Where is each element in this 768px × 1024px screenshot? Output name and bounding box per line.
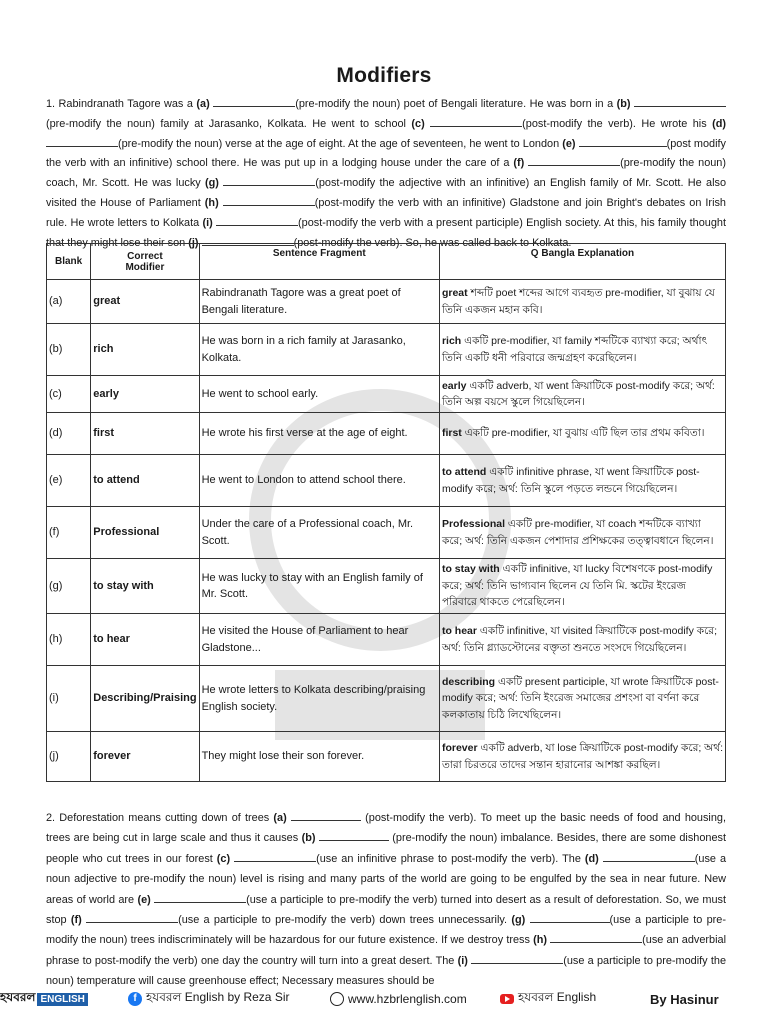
row-blank: (b) bbox=[47, 324, 91, 376]
row-blank: (g) bbox=[47, 559, 91, 614]
row-explanation: Professional একটি pre-modifier, যা coach শব্দটিকে ব্যাখ্যা করে; অর্থ: তিনি একজন পেশাদার প্রশিক্ষকের তত্ত্বাবধানে ছিলেন। bbox=[439, 507, 725, 559]
row-blank: (f) bbox=[47, 507, 91, 559]
row-modifier: Describing/Praising bbox=[91, 666, 199, 732]
table-header-row bbox=[47, 244, 726, 280]
row-modifier: to stay with bbox=[91, 559, 199, 614]
row-blank: (d) bbox=[47, 413, 91, 455]
row-fragment: He went to school early. bbox=[199, 376, 439, 413]
row-blank: (c) bbox=[47, 376, 91, 413]
table-row bbox=[47, 559, 726, 614]
row-fragment: He wrote his first verse at the age of eight. bbox=[199, 413, 439, 455]
row-explanation: early একটি adverb, যা went ক্রিয়াটিকে post-modify করে; অর্থ: তিনি অল্প বয়সে স্কুলে গিয়েছিলেন। bbox=[439, 376, 725, 413]
row-fragment: He was lucky to stay with an English family of Mr. Scott. bbox=[199, 559, 439, 614]
row-fragment: He was born in a rich family at Jarasanko, Kolkata. bbox=[199, 324, 439, 376]
youtube-link[interactable]: হযবরল English bbox=[500, 989, 596, 1009]
row-modifier: great bbox=[91, 280, 199, 324]
table-row bbox=[47, 280, 726, 324]
row-modifier: forever bbox=[91, 732, 199, 782]
row-fragment: Rabindranath Tagore was a great poet of Bengali literature. bbox=[199, 280, 439, 324]
row-modifier: Professional bbox=[91, 507, 199, 559]
table-row bbox=[47, 413, 726, 455]
question-2-paragraph: 2. Deforestation means cutting down of trees (a) (post-modify the verb). To meet up the basic needs of food and housing, trees are being cut in large scale and thus it causes (b) (pre-modify the noun) imbalance. Besides, there are some dishonest people who cut trees in our forest (c) (use an infinitive phrase to post-modify the verb). The (d) (use a noun adjective to pre-modify the noun) level is rising and many parts of the world are going to be engulfed by the sea in near future. New areas of world are (e) (use a participle to pre-modify the verb) turned into desert as a result of deforestation. So, we must stop (f) (use a participle to pre-modify the verb) down trees unnecessarily. (g) (use a participle to pre-modify the noun) trees indiscriminately will be hazardous for our future existence. If we destroy tress (h) (use an adverbial phrase to post-modify the verb) one day the country will turn into a great desert. The (i) (use a participle to pre-modify the noun) temperature will cause greenhouse effect; Necessary measures should be bbox=[46, 812, 727, 988]
row-explanation: describing একটি present participle, যা wrote ক্রিয়াটিকে post-modify করে; অর্থ: তিনি ইংরেজ সমাজের প্রশংসা বা বর্ণনা করে কলকাতায় চিঠি লিখেছিলেন। bbox=[439, 666, 725, 732]
brand-logo: হযবরল ENGLISH bbox=[0, 989, 88, 1009]
row-explanation: to stay with একটি infinitive, যা lucky বিশেষণকে post-modify করে; অর্থ: তিনি ভাগ্যবান ছিলেন যে তিনি মি. স্কটের ইংরেজ পরিবারে থাকতে পেরেছিলেন। bbox=[439, 559, 725, 614]
table-row bbox=[47, 732, 726, 782]
row-explanation: rich একটি pre-modifier, যা family শব্দটিকে ব্যাখ্যা করে; অর্থাৎ তিনি একটি ধনী পরিবারে জন্মগ্রহণ করেছিলেন। bbox=[439, 324, 725, 376]
row-explanation: to hear একটি infinitive, যা visited ক্রিয়াটিকে post-modify করে; অর্থ: তিনি গ্ল্যাডস্টোনের বক্তৃতা শুনতে সংসদে গিয়েছিলেন। bbox=[439, 614, 725, 666]
row-modifier: early bbox=[91, 376, 199, 413]
header-modifier: Correct Modifier bbox=[91, 244, 199, 280]
row-explanation: to attend একটি infinitive phrase, যা went ক্রিয়াটিকে post-modify করে; অর্থ: তিনি স্কুলে পড়তে লন্ডনে গিয়েছিলেন। bbox=[439, 455, 725, 507]
website-link[interactable]: www.hzbrlenglish.com bbox=[330, 992, 467, 1006]
header-explanation: Q Bangla Explanation bbox=[439, 244, 725, 280]
row-fragment: They might lose their son forever. bbox=[199, 732, 439, 782]
row-blank: (e) bbox=[47, 455, 91, 507]
row-fragment: He visited the House of Parliament to hear Gladstone... bbox=[199, 614, 439, 666]
page-title: Modifiers bbox=[336, 64, 432, 87]
facebook-link[interactable]: f হযবরল English by Reza Sir bbox=[128, 989, 290, 1009]
row-modifier: to attend bbox=[91, 455, 199, 507]
header-blank: Blank bbox=[47, 244, 91, 280]
row-blank: (i) bbox=[47, 666, 91, 732]
row-fragment: He wrote letters to Kolkata describing/praising English society. bbox=[199, 666, 439, 732]
row-explanation: first একটি pre-modifier, যা বুঝায় এটি ছিল তার প্রথম কবিতা। bbox=[439, 413, 725, 455]
row-blank: (j) bbox=[47, 732, 91, 782]
globe-icon bbox=[330, 992, 344, 1006]
author-credit: By Hasinur bbox=[650, 991, 719, 1007]
youtube-icon bbox=[500, 994, 514, 1004]
row-modifier: rich bbox=[91, 324, 199, 376]
row-explanation: forever একটি adverb, যা lose ক্রিয়াটিকে post-modify করে; অর্থ: তারা চিরতরে তাদের সন্তান হারানোর আশঙ্কা করছিল। bbox=[439, 732, 725, 782]
table-row bbox=[47, 324, 726, 376]
table-row bbox=[47, 455, 726, 507]
table-row bbox=[47, 666, 726, 732]
row-blank: (a) bbox=[47, 280, 91, 324]
row-modifier: to hear bbox=[91, 614, 199, 666]
header-fragment: Sentence Fragment bbox=[199, 244, 439, 280]
row-modifier: first bbox=[91, 413, 199, 455]
facebook-icon: f bbox=[128, 992, 142, 1006]
question-1-paragraph: 1. Rabindranath Tagore was a (a) (pre-modify the noun) poet of Bengali literature. He was born in a (b) (pre-modify the noun) family at Jarasanko, Kolkata. He went to school (c) (post-modify the verb). He wrote his (d) (pre-modify the noun) verse at the age of eight. At the age of seventeen, he went to London (e) (post modify the verb with an infinitive) school there. He was put up in a lodging house under the care of a (f) (pre-modify the noun) coach, Mr. Scott. He was lucky (g) (post-modify the adjective with an infinitive) an English family of Mr. Scott. He also visited the House of Parliament (h) (post-modify the verb with an infinitive) Gladstone and join Bright's debates on Irish rule. He wrote letters to Kolkata (i) (post-modify the verb with a present participle) English society. At this, his family thought that they might lose their son (j) (post-modify the verb). So, he was called back to Kolkata. bbox=[46, 98, 727, 249]
modifier-answer-table bbox=[46, 243, 726, 782]
row-fragment: Under the care of a Professional coach, Mr. Scott. bbox=[199, 507, 439, 559]
row-fragment: He went to London to attend school there. bbox=[199, 455, 439, 507]
row-blank: (h) bbox=[47, 614, 91, 666]
table-row bbox=[47, 614, 726, 666]
page-footer bbox=[0, 988, 768, 1010]
row-explanation: great শব্দটি poet শব্দের আগে ব্যবহৃত pre-modifier, যা বুঝায় যে তিনি একজন মহান কবি। bbox=[439, 280, 725, 324]
table-row bbox=[47, 507, 726, 559]
table-row bbox=[47, 376, 726, 413]
